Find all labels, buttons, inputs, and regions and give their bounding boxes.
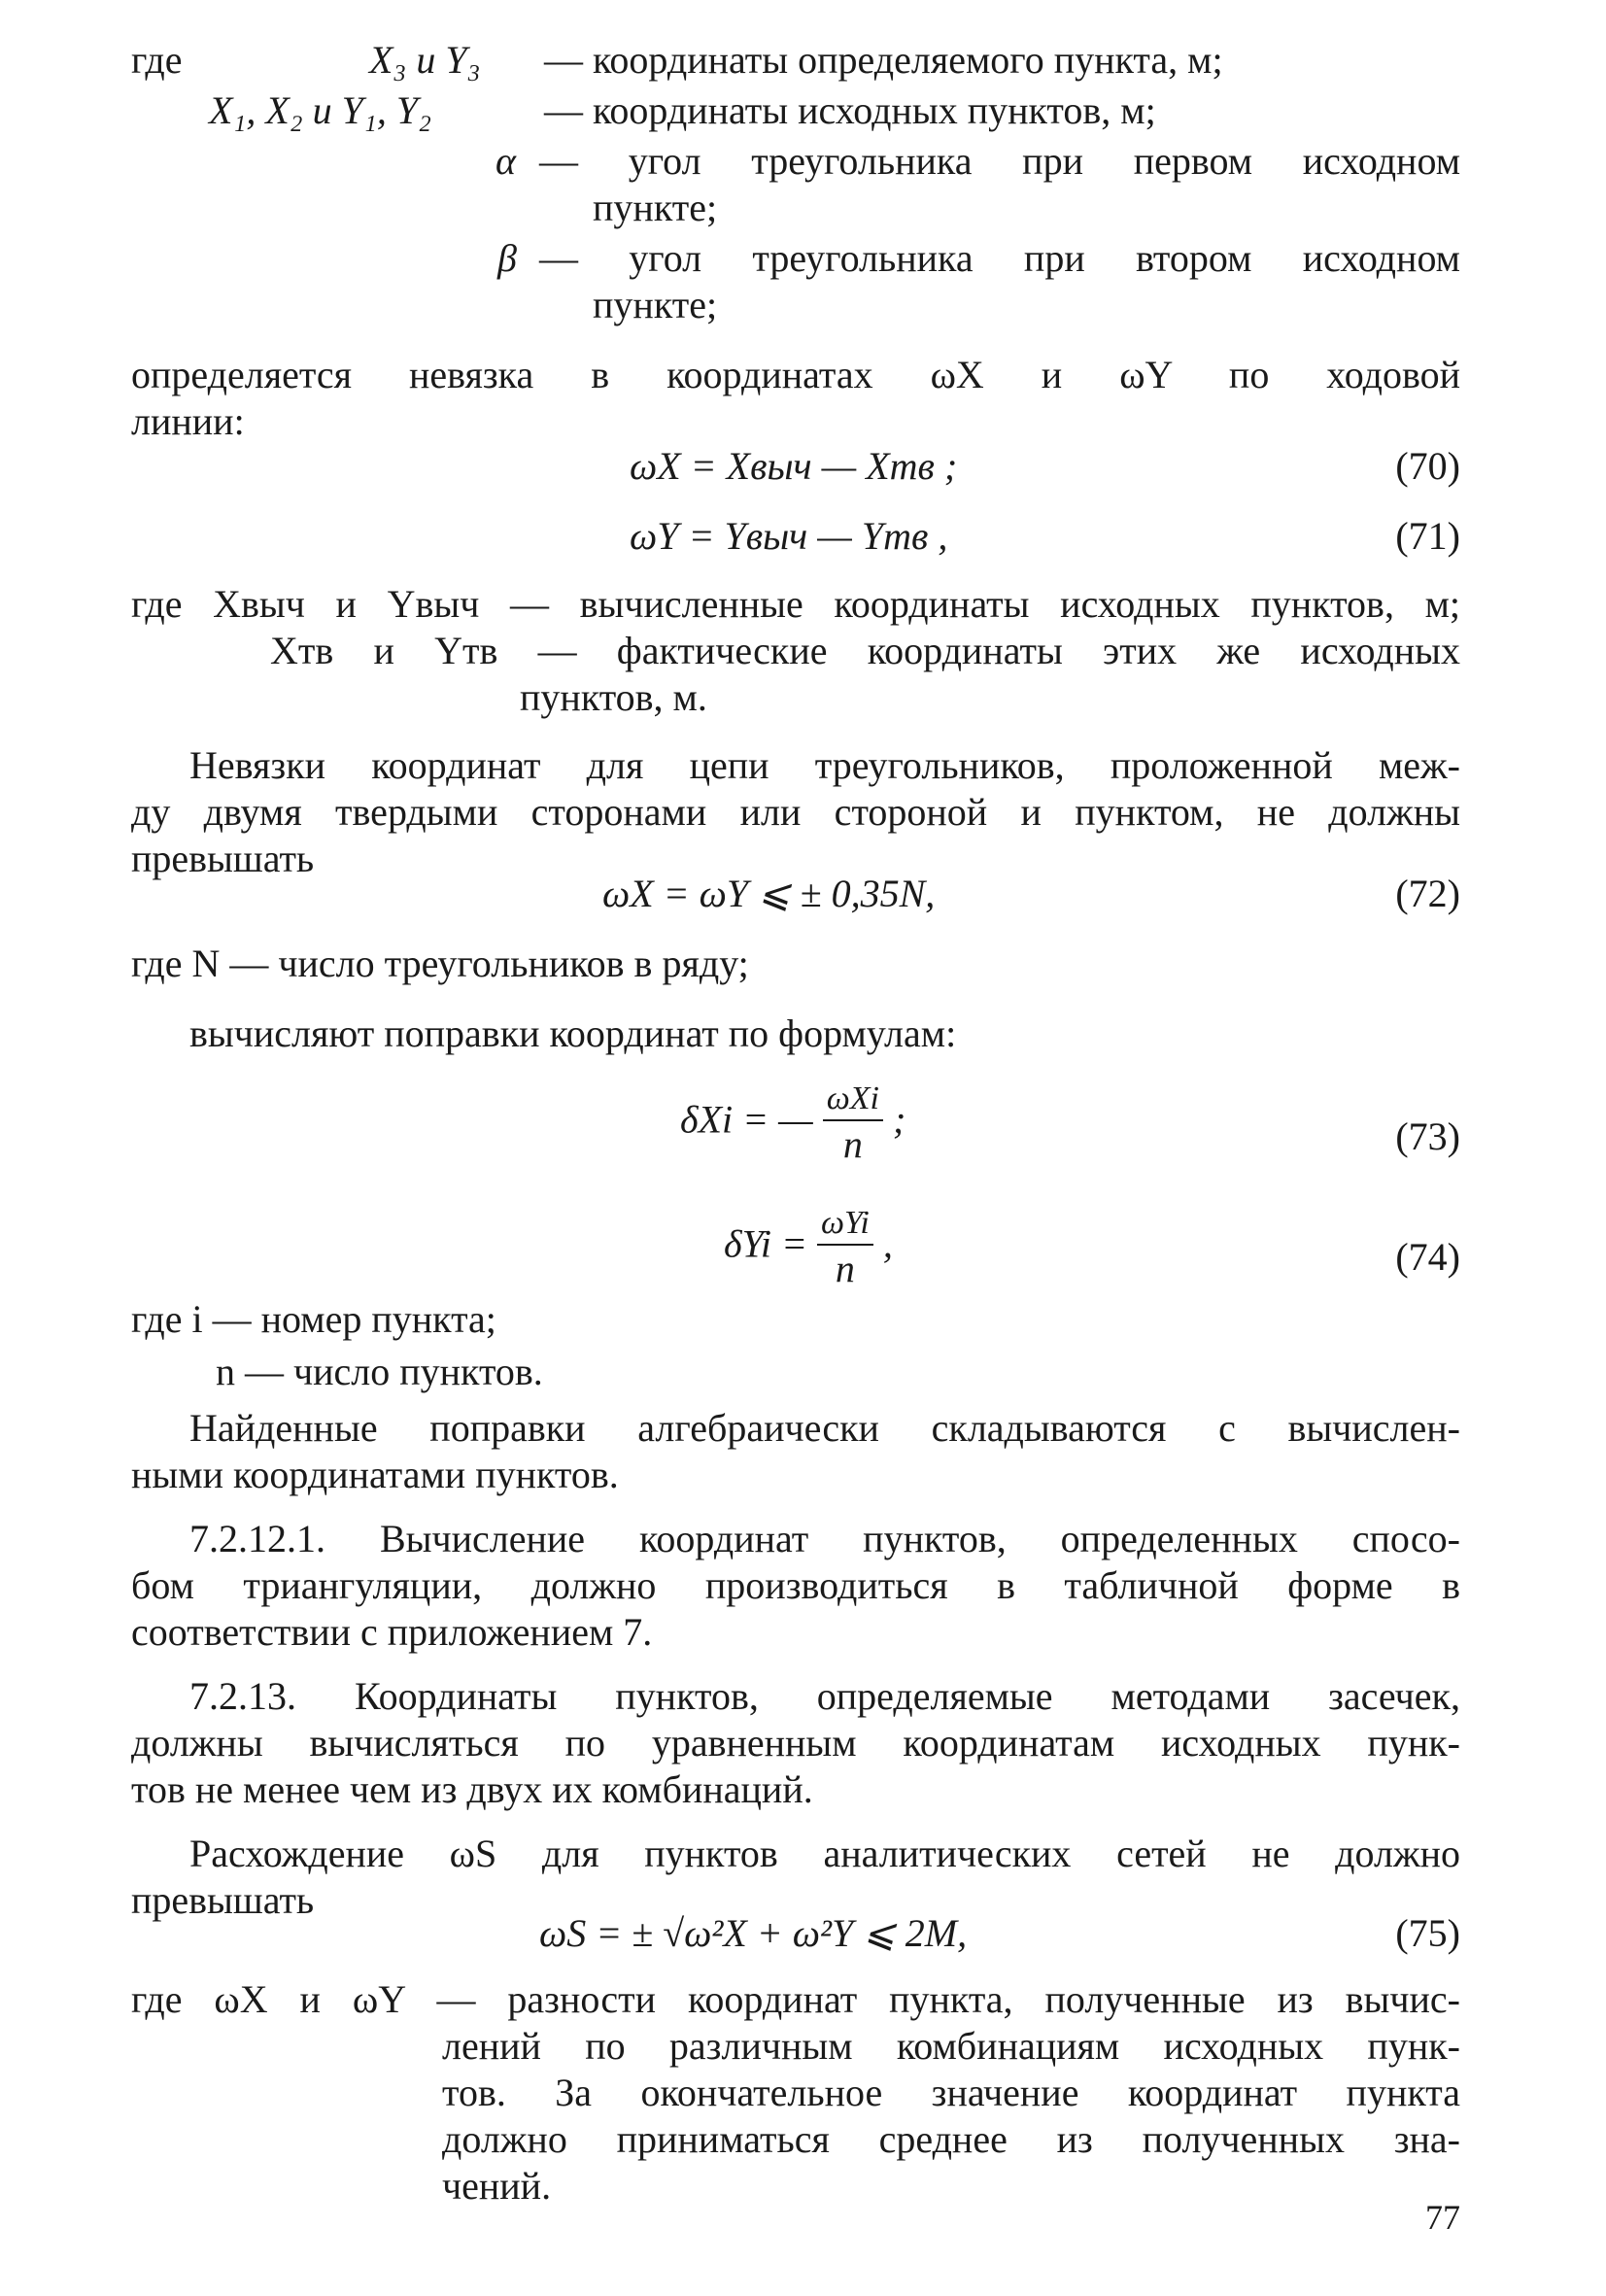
para-rash-line1: Расхождение ωS для пунктов аналитических сетей не должно xyxy=(189,1832,1460,1875)
block4-line2: лений по различным комбинациям исходных пунк- xyxy=(442,2024,1460,2068)
para-nevyazka-line2: линии: xyxy=(131,399,245,443)
equation-74-numerator: ωYi xyxy=(817,1205,873,1246)
equation-75: ωS = ± √ω²X + ω²Y ⩽ 2M, xyxy=(539,1911,968,1955)
block4-line1: где ωX и ωY — разности координат пункта, полученные из вычис- xyxy=(131,1977,1460,2021)
equation-74-lhs: δYi = xyxy=(724,1221,807,1266)
def4-symbol: β xyxy=(497,236,517,280)
def4-text-2: пункте; xyxy=(593,283,718,326)
def3-text-2: пункте; xyxy=(593,186,718,229)
equation-70-number: (70) xyxy=(1395,444,1460,488)
equation-73-denominator: n xyxy=(842,1122,863,1167)
equation-74-denominator: n xyxy=(835,1247,855,1291)
equation-73-numerator: ωXi xyxy=(823,1080,883,1121)
block4-line4: должно приниматься среднее из полученных зна- xyxy=(442,2117,1460,2161)
def-N: где N — число треугольников в ряду; xyxy=(131,942,749,985)
para-chain-line1: Невязки координат для цепи треугольников, проложенной меж- xyxy=(189,743,1460,787)
para-popravki: вычисляют поправки координат по формулам: xyxy=(189,1011,957,1055)
def1-text: — координаты определяемого пункта, м; xyxy=(544,38,1223,82)
para-7-2-13-line2: должны вычисляться по уравненным координатам исходных пунк- xyxy=(131,1721,1460,1765)
def2-symbols: X₁, X₂ и Y₁, Y₂ xyxy=(209,88,431,132)
para-7-2-13-line1: 7.2.13. Координаты пунктов, определяемые методами засечек, xyxy=(189,1674,1460,1718)
equation-72-number: (72) xyxy=(1395,872,1460,915)
word-gde: где xyxy=(131,38,183,82)
def2-text: — координаты исходных пунктов, м; xyxy=(544,88,1156,132)
para-7-2-13-line3: тов не менее чем из двух их комбинаций. xyxy=(131,1767,813,1811)
equation-73-fraction xyxy=(823,1080,883,1167)
block2-line2: Xтв и Yтв — фактические координаты этих же исходных xyxy=(270,629,1460,672)
block2-line3: пунктов, м. xyxy=(520,675,707,719)
equation-75-number: (75) xyxy=(1395,1911,1460,1955)
equation-73-lhs: δXi = — xyxy=(680,1097,813,1142)
page-number: 77 xyxy=(1425,2198,1460,2237)
equation-72: ωX = ωY ⩽ ± 0,35N, xyxy=(602,872,936,915)
para-found-line1: Найденные поправки алгебраически складываются с вычислен- xyxy=(189,1406,1460,1450)
def4-text-1: — угол треугольника при втором исходном xyxy=(539,236,1460,280)
def3-symbol: α xyxy=(495,139,516,183)
equation-74-number: (74) xyxy=(1395,1235,1460,1279)
para-7-2-12-1-line3: соответствии с приложением 7. xyxy=(131,1610,653,1654)
block3-line2: n — число пунктов. xyxy=(216,1350,543,1393)
equation-74-fraction xyxy=(817,1205,873,1291)
def1-symbols: X₃ и Y₃ xyxy=(369,38,481,82)
para-7-2-12-1-line1: 7.2.12.1. Вычисление координат пунктов, определенных спосо- xyxy=(189,1517,1460,1560)
block4-line3: тов. За окончательное значение координат пункта xyxy=(442,2071,1460,2114)
para-rash-line2: превышать xyxy=(131,1878,315,1922)
equation-73-number: (73) xyxy=(1395,1114,1460,1158)
para-chain-line2: ду двумя твердыми сторонами или стороной и пунктом, не должны xyxy=(131,790,1460,834)
equation-73-tail: ; xyxy=(892,1097,906,1142)
equation-73 xyxy=(680,1080,906,1167)
equation-71: ωY = Yвыч — Yтв , xyxy=(630,514,948,558)
block2-line1: где Xвыч и Yвыч — вычисленные координаты исходных пунктов, м; xyxy=(131,582,1460,626)
block4-line5: чений. xyxy=(442,2164,552,2208)
block3-line1: где i — номер пункта; xyxy=(131,1297,496,1341)
def3-text-1: — угол треугольника при первом исходном xyxy=(539,139,1460,183)
equation-74 xyxy=(724,1205,893,1291)
para-7-2-12-1-line2: бом триангуляции, должно производиться в табличной форме в xyxy=(131,1563,1460,1607)
equation-71-number: (71) xyxy=(1395,514,1460,558)
equation-74-tail: , xyxy=(882,1221,893,1266)
para-found-line2: ными координатами пунктов. xyxy=(131,1453,619,1496)
equation-70: ωX = Xвыч — Xтв ; xyxy=(630,444,958,488)
para-chain-line3: превышать xyxy=(131,837,315,880)
para-nevyazka-line1: определяется невязка в координатах ωX и ωY по ходовой xyxy=(131,353,1460,396)
